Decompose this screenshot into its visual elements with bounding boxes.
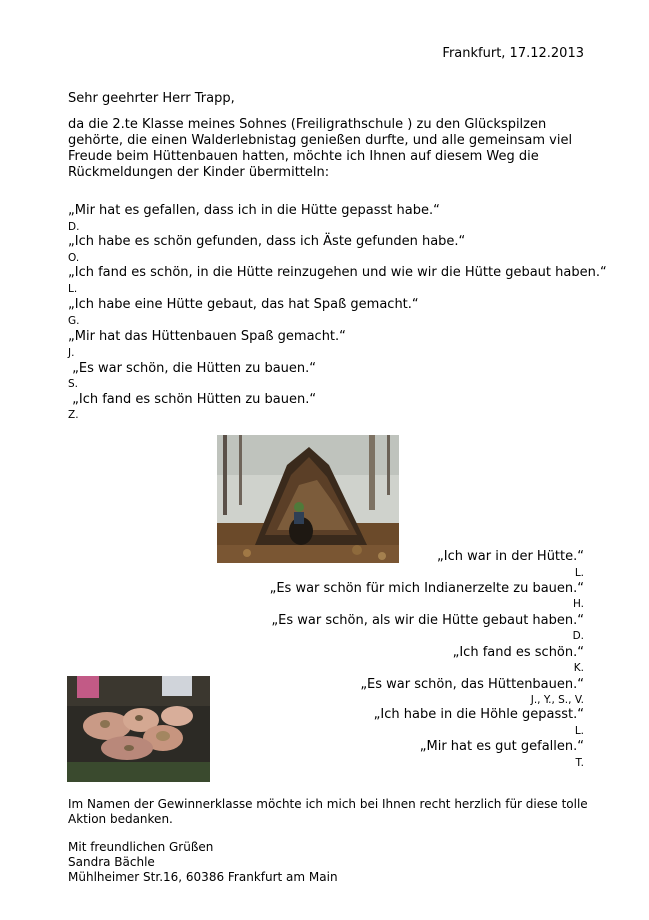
- quote-text: „Mir hat das Hüttenbauen Spaß gemacht.“: [68, 329, 346, 344]
- quote-initial: K.: [573, 662, 584, 674]
- quote-text: „Es war schön für mich Indianerzelte zu bauen.“: [269, 581, 584, 596]
- quote-text: „Ich habe eine Hütte gebaut, das hat Spaß gemacht.“: [68, 297, 419, 312]
- closing-paragraph: Im Namen der Gewinnerklasse möchte ich mich bei Ihnen recht herzlich für diese tolle Aktion bedanken.: [68, 797, 588, 826]
- quote-initial: G.: [68, 315, 80, 327]
- salutation: Sehr geehrter Herr Trapp,: [68, 91, 235, 106]
- quote-text: „Es war schön, als wir die Hütte gebaut haben.“: [271, 613, 584, 628]
- quote-initial: D.: [572, 630, 584, 642]
- signature-name: Sandra Bächle: [68, 855, 155, 869]
- quote-initial: L.: [68, 283, 78, 295]
- quote-initial: T.: [575, 757, 584, 769]
- quote-initial: Z.: [68, 409, 79, 421]
- photo-hands-with-pebbles: [67, 676, 210, 782]
- quote-text: „Ich fand es schön Hütten zu bauen.“: [68, 392, 317, 407]
- quote-initial: J., Y., S., V.: [530, 694, 584, 706]
- letter-date: Frankfurt, 17.12.2013: [442, 46, 584, 61]
- quote-text: „Ich habe in die Höhle gepasst.“: [373, 707, 584, 722]
- signature-address: Mühlheimer Str.16, 60386 Frankfurt am Main: [68, 870, 338, 884]
- intro-paragraph: da die 2.te Klasse meines Sohnes (Freiligrathschule ) zu den Glückspilzen gehörte, die einen Walderlebnistag genießen durfte, und alle gemeinsam viel Freude beim Hüttenbauen hatten, möchte ich Ihnen auf diesem Weg die Rückmeldungen der Kinder übermitteln:: [68, 117, 573, 180]
- quote-text: „Es war schön, das Hüttenbauen.“: [360, 677, 584, 692]
- quote-text: „Ich fand es schön, in die Hütte reinzugehen und wie wir die Hütte gebaut haben.“: [68, 265, 607, 280]
- quote-text: „Ich habe es schön gefunden, dass ich Äste gefunden habe.“: [68, 234, 466, 249]
- quote-initial: D.: [68, 221, 80, 233]
- photo-leaf-hut: [217, 435, 399, 563]
- quote-initial: L.: [574, 567, 584, 579]
- quote-initial: J.: [68, 347, 75, 359]
- quote-text: „Ich fand es schön.“: [452, 645, 584, 660]
- quote-text: „Ich war in der Hütte.“: [437, 549, 584, 564]
- signature-greeting: Mit freundlichen Grüßen: [68, 840, 214, 854]
- quote-initial: H.: [572, 598, 584, 610]
- quote-text: „Mir hat es gefallen, dass ich in die Hütte gepasst habe.“: [68, 203, 440, 218]
- quote-initial: S.: [68, 378, 79, 390]
- quote-text: „Es war schön, die Hütten zu bauen.“: [68, 361, 317, 376]
- quote-initial: O.: [68, 252, 80, 264]
- quote-initial: L.: [574, 725, 584, 737]
- quote-text: „Mir hat es gut gefallen.“: [419, 739, 584, 754]
